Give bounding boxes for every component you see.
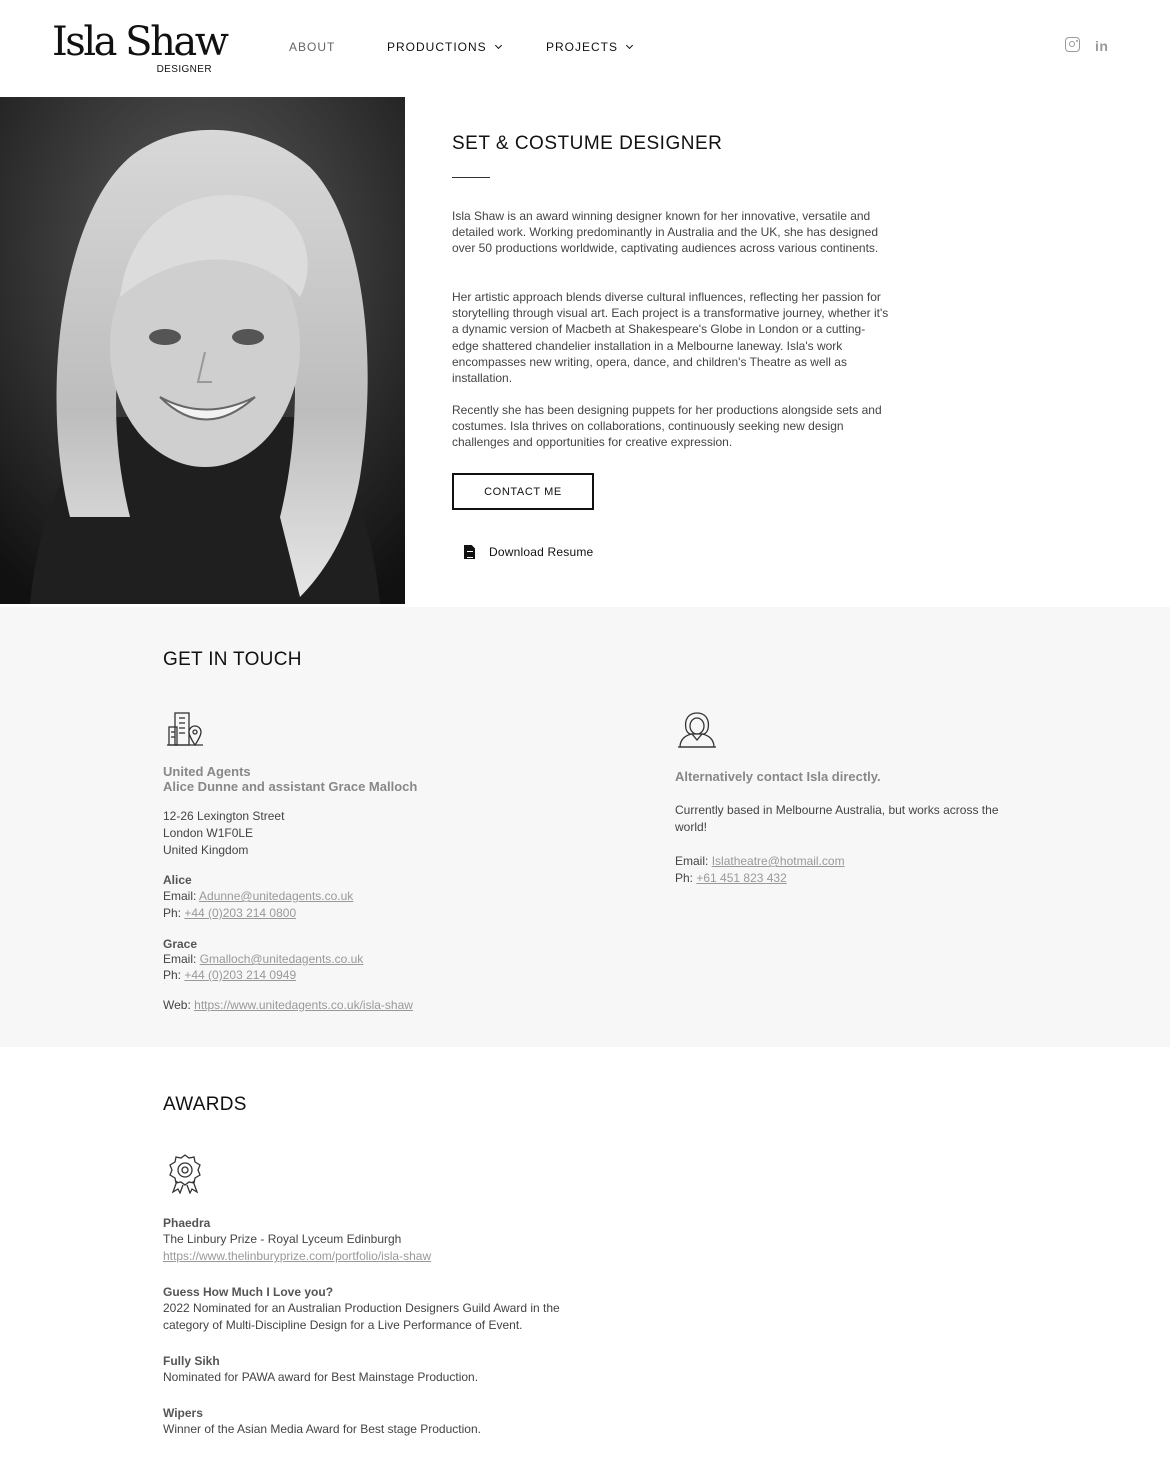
title-divider: [452, 177, 490, 178]
instagram-icon[interactable]: [1065, 37, 1080, 52]
award-title-guess-how-much: Guess How Much I Love you?: [163, 1285, 334, 1299]
nav-productions[interactable]: [387, 40, 501, 54]
chevron-down-icon: [495, 42, 502, 49]
site-header: [0, 0, 1170, 97]
nav-projects-label: PROJECTS: [546, 40, 619, 54]
address-line-3: United Kingdom: [163, 843, 249, 857]
agent-names: Alice Dunne and assistant Grace Malloch: [163, 779, 418, 794]
logo[interactable]: [52, 18, 227, 80]
bio-paragraph-1: Isla Shaw is an award winning designer known for her innovative, versatile and detailed work. Working predominantly in Australia and the UK, she has designed over 50 productions worldwide, captivating audiences across various continents.: [452, 209, 879, 256]
address-line-1: 12-26 Lexington Street: [163, 809, 285, 823]
section-title-get-in-touch: GET IN TOUCH: [163, 649, 302, 670]
nav-productions-label: PRODUCTIONS: [387, 40, 487, 54]
alice-phone-row: [163, 905, 296, 922]
grace-phone-link[interactable]: +44 (0)203 214 0949: [184, 968, 297, 982]
agency-web-row: [163, 997, 413, 1014]
email-label: Email:: [675, 854, 709, 868]
linkedin-icon[interactable]: in: [1095, 38, 1109, 54]
logo-subtitle: DESIGNER: [156, 64, 212, 75]
award-title-fully-sikh: Fully Sikh: [163, 1354, 220, 1368]
office-building-icon: [166, 711, 204, 749]
agency-web-link[interactable]: https://www.unitedagents.co.uk/isla-shaw: [194, 998, 413, 1012]
grace-phone-row: [163, 967, 296, 984]
direct-contact-note: Currently based in Melbourne Australia, but works across the world!: [675, 803, 999, 834]
phone-label: Ph:: [163, 968, 182, 982]
page-title: SET & COSTUME DESIGNER: [452, 133, 723, 154]
document-icon: [464, 545, 475, 559]
direct-phone-link[interactable]: +61 451 823 432: [696, 871, 787, 885]
phone-label: Ph:: [163, 906, 182, 920]
get-in-touch-section: [0, 607, 1170, 1047]
chevron-down-icon: [626, 42, 633, 49]
download-resume-label: Download Resume: [489, 545, 594, 559]
address-line-2: London W1F0LE: [163, 826, 254, 840]
award-desc-guess-line-1: 2022 Nominated for an Australian Production Designers Guild Award in the: [163, 1301, 560, 1315]
grace-email-link[interactable]: Gmalloch@unitedagents.co.uk: [199, 952, 364, 966]
direct-email-row: [675, 853, 845, 870]
award-link-phaedra[interactable]: https://www.thelinburyprize.com/portfolio/isla-shaw: [163, 1249, 432, 1263]
award-desc-fully-sikh: Nominated for PAWA award for Best Mainstage Production.: [163, 1370, 479, 1384]
email-label: Email:: [163, 952, 197, 966]
alice-email-link[interactable]: Adunne@unitedagents.co.uk: [199, 889, 354, 903]
logo-name: Isla Shaw: [52, 19, 227, 65]
phone-label: Ph:: [675, 871, 694, 885]
direct-contact-heading: Alternatively contact Isla directly.: [675, 769, 881, 784]
nav-about[interactable]: ABOUT: [289, 40, 336, 54]
person-icon: [677, 711, 717, 749]
web-label: Web:: [163, 998, 191, 1012]
portrait-illustration: [0, 97, 405, 604]
contact-me-button[interactable]: CONTACT ME: [452, 473, 594, 510]
download-resume-link[interactable]: [464, 543, 593, 561]
award-desc-phaedra: The Linbury Prize - Royal Lyceum Edinburgh: [163, 1232, 402, 1246]
award-desc-wipers: Winner of the Asian Media Award for Best stage Production.: [163, 1422, 481, 1436]
alice-phone-link[interactable]: +44 (0)203 214 0800: [184, 906, 297, 920]
agency-name: United Agents: [163, 764, 251, 779]
portrait-photo: [0, 97, 405, 604]
grace-email-row: [163, 951, 363, 968]
contact-name-alice: Alice: [163, 873, 192, 887]
award-desc-guess-line-2: category of Multi-Discipline Design for a Live Performance of Event.: [163, 1318, 523, 1332]
direct-email-link[interactable]: Islatheatre@hotmail.com: [711, 854, 845, 868]
section-title-awards: AWARDS: [163, 1094, 247, 1115]
direct-phone-row: [675, 870, 787, 887]
bio-paragraph-2: Her artistic approach blends diverse cultural influences, reflecting her passion for storytelling through visual art. Each project is a transformative journey, whether it's a dynamic version of Macbeth at Shakespeare's Globe in London or a cutting-edge shattered chandelier installation in a Melbourne laneway. Isla's work encompasses new writing, opera, dance, and children's Theatre as well as installation.: [452, 290, 889, 386]
nav-projects[interactable]: [546, 40, 632, 54]
award-title-phaedra: Phaedra: [163, 1216, 211, 1230]
bio-paragraph-3: Recently she has been designing puppets for her productions alongside sets and costumes. Isla thrives on collaborations, continuously seeking new design challenges and opportunities for creative expression.: [452, 403, 882, 450]
email-label: Email:: [163, 889, 197, 903]
award-title-wipers: Wipers: [163, 1406, 203, 1420]
alice-email-row: [163, 888, 353, 905]
award-ribbon-icon: [168, 1154, 202, 1194]
contact-name-grace: Grace: [163, 937, 198, 951]
